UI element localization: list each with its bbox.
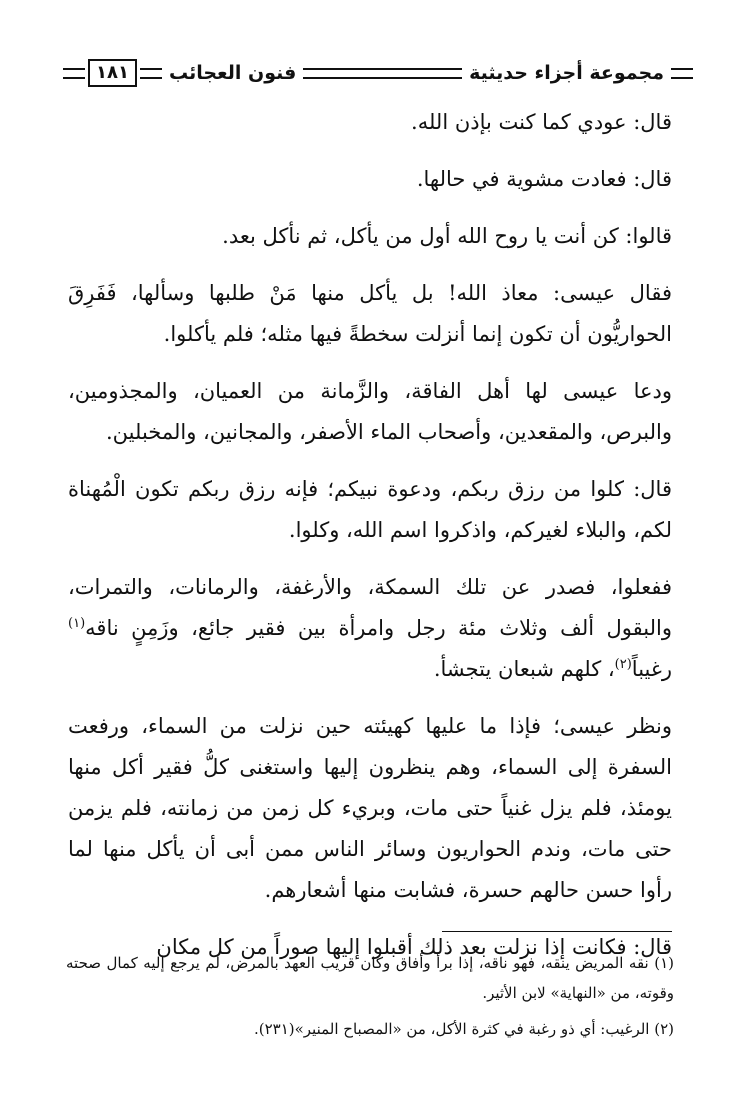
paragraph: ونظر عيسى؛ فإذا ما عليها كهيئته حين نزلت من السماء، ورفعت السفرة إلى السماء، وهم ينظرون إليها واستغنى كلُّ فقير أكل منها يومئذ، فلم يزل غنياً حتى مات، وبريء كل زمن من زمانته، فلم يزمن حتى مات، وندم الحواريون وسائر الناس ممن أبى أن يأكل منها لما رأوا حسن حالهم حسرة، فشابت منها أشعارهم. [68,714,672,902]
footnote-1: (١) نقه المريض ينقه، فهو ناقه، إذا برأ وأفاق وكان قريب العهد بالمرض، لم يرجع إليه كمال صحته وقوته، من «النهاية» لابن الأثير. [66,954,674,1002]
header-rule-left [140,68,162,79]
paragraph-text: ، كلهم شبعان يتجشأ. [433,657,615,681]
footnote-2: (٢) الرغيب: أي ذو رغبة في كثرة الأكل، من «المصباح المنير»(٢٣١). [253,1020,674,1038]
section-title: فنون العجائب [168,62,297,84]
footnote-ref-1[interactable]: (١) [68,616,86,631]
footnotes [66,948,674,1050]
header-rule-right [671,68,693,79]
paragraph: قال: كلوا من رزق ربكم، ودعوة نبيكم؛ فإنه رزق ربكم تكون الْمُهناة لكم، والبلاء لغيركم، واذكروا اسم الله، وكلوا. [68,477,672,542]
paragraph: قال: عودي كما كنت بإذن الله. [411,110,672,134]
paragraph-text: ففعلوا، فصدر عن تلك السمكة، والأرغفة، والرمانات، والتمرات، والبقول ألف وثلاث مئة رجل وامرأة بين فقير جائع، وزَمِنٍ ناقه [68,575,672,640]
page-number: ١٨١ [88,59,137,87]
header-rule-middle [303,68,462,79]
paragraph-text: رغيباً [631,657,672,681]
paragraph: فقال عيسى: معاذ الله! بل يأكل منها مَنْ طلبها وسألها، فَفَرِقَ الحواريُّون أن تكون إنما أنزلت سخطةً فيها مثله؛ فلم يأكلوا. [68,281,672,346]
paragraph: قال: فعادت مشوية في حالها. [416,167,672,191]
paragraph-with-footnote-refs [68,567,672,690]
paragraph: قالوا: كن أنت يا روح الله أول من يأكل، ثم نأكل بعد. [222,224,672,248]
book-title: مجموعة أجزاء حديثية [469,62,664,84]
paragraph: قال: فكانت إذا نزلت بعد ذلك أقبلوا إليها صوراً من كل مكان [156,935,672,959]
paragraph: ودعا عيسى لها أهل الفاقة، والزَّمانة من العميان، والمجذومين، والبرص، والمقعدين، وأصحاب الماء الأصفر، والمجانين، والمخبلين. [68,379,672,444]
main-text [68,102,672,980]
running-header [60,56,696,90]
footnote-ref-2[interactable]: (٢) [614,657,632,672]
footnote-separator [442,931,672,932]
header-rule-end [63,68,85,79]
